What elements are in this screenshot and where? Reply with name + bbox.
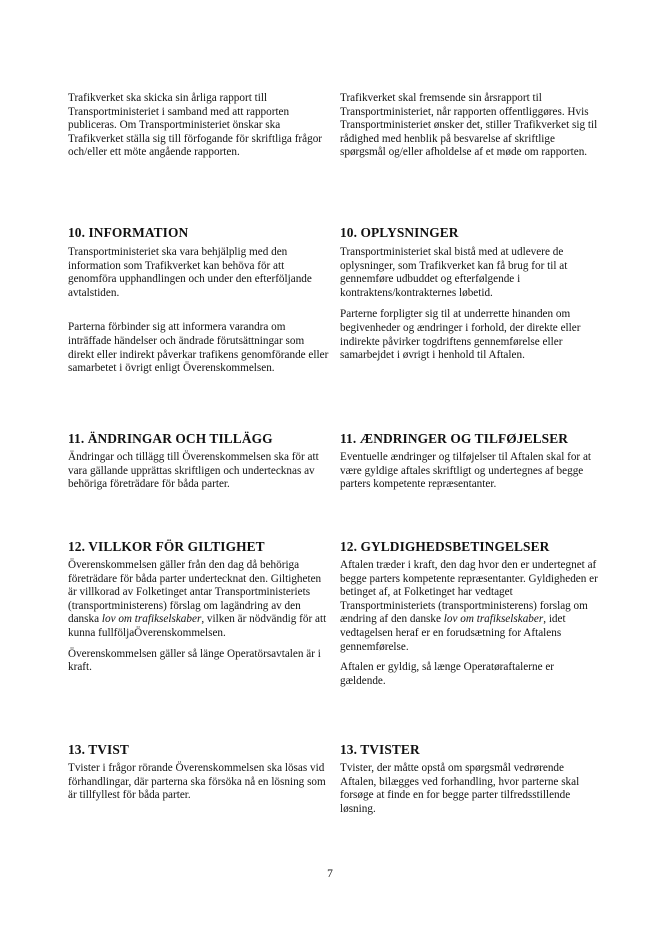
section-paragraph: Tvister i frågor rörande Överenskommelsen ska lösas vid förhandlingar, där parterna ska försöka nå en lösning som är tillfyllest för båda parter. <box>68 762 326 802</box>
intro-paragraph: Trafikverket ska skicka sin årliga rapport till Transportministeriet i samband med att rapporten publiceras. Om Transportministeriet önskar ska Trafikverket ställa sig till förfogande för skriftliga frågor och/eller ett möte angående rapporten. <box>68 92 323 159</box>
intro-block <box>68 92 330 160</box>
section-10-block <box>68 225 330 376</box>
section-11-block <box>340 431 602 492</box>
section-12-block <box>68 539 330 675</box>
section-paragraph: Tvister, der måtte opstå om spørgsmål vedrørende Aftalen, bilægges ved forhandling, hvor parterne skal forsøge at finde en for begge parter tilfredsstillende løsning. <box>340 762 580 815</box>
section-paragraph: Parterne forpligter sig til at underrette hinanden om begivenheder og ændringer i forhold, der direkte eller indirekte påvirker togdriftens gennemførelse eller samarbejdet i øvrigt i henhold til Aftalen. <box>340 308 581 362</box>
section-paragraph: Transportministeriet ska vara behjälplig med den information som Trafikverket kan behöva för att genomföra upphandlingen och under den efterföljande avtalstiden. <box>68 246 312 299</box>
italic-law-title: lov om trafikselskaber <box>443 613 544 626</box>
section-paragraph: Parterna förbinder sig att informera varandra om inträffade händelser och ändrade förutsättningar som direkt eller indirekt påverkar trafikens genomförande eller samarbetet i övrigt enligt Överenskommelsen. <box>68 321 329 375</box>
section-paragraph: Aftalen er gyldig, så længe Operatøraftalerne er gældende. <box>340 661 555 687</box>
section-heading: 10. INFORMATION <box>68 225 189 240</box>
intro-block <box>340 92 602 160</box>
section-heading: 13. TVIST <box>68 742 129 757</box>
text-run: Överenskommelsen gäller från den dag då behöriga företrädare för båda parter undertecknat den. Giltigheten är villkorad av Folketinget antar Transportministeriets (transportministerens) förslag om lagändring av den danska <box>68 559 322 626</box>
text-run: Aftalen træder i kraft, den dag hvor den er undertegnet af begge parters kompetente repræsentanter. Gyldigheden er betinget af, at Folketinget har vedtaget Transportministeriets (transportministerens) forslag om ændring af den danske <box>340 559 598 626</box>
section-13-block <box>340 742 602 816</box>
section-paragraph: Transportministeriet skal bistå med at udlevere de oplysninger, som Trafikverket kan få brug for til at gennemføre udbuddet og efterfølgende i kontraktens/kontrakternes løbetid. <box>340 246 568 299</box>
section-heading: 12. GYLDIGHEDSBETINGELSER <box>340 539 550 554</box>
section-11-block <box>68 431 330 492</box>
section-paragraph <box>340 559 602 654</box>
section-13-block <box>68 742 330 803</box>
section-paragraph: Överenskommelsen gäller så länge Operatörsavtalen är i kraft. <box>68 647 321 674</box>
section-heading: 10. OPLYSNINGER <box>340 225 459 240</box>
section-heading: 11. ÄNDRINGAR OCH TILLÄGG <box>68 431 273 446</box>
section-heading: 11. ÆNDRINGER OG TILFØJELSER <box>340 431 569 446</box>
section-10-block <box>340 225 602 363</box>
italic-law-title: lov om trafikselskaber <box>101 613 202 626</box>
section-paragraph <box>68 559 330 641</box>
section-paragraph: Eventuelle ændringer og tilføjelser til Aftalen skal for at være gyldige aftales skriftligt og undertegnes af begge parters kompetente repræsentanter. <box>340 451 592 491</box>
section-heading: 13. TVISTER <box>340 742 420 757</box>
text-run: , vilken är nödvändig för att kunna fullföljaÖverenskommelsen. <box>68 613 327 639</box>
section-heading: 12. VILLKOR FÖR GILTIGHET <box>68 539 265 554</box>
text-run: , idet vedtagelsen heraf er en forudsætning for Aftalens gennemførelse. <box>340 613 566 653</box>
section-paragraph: Ändringar och tillägg till Överenskommelsen ska för att vara gällande upprättas skriftligen och undertecknas av behöriga företrädare för båda parter. <box>68 451 319 491</box>
page-number: 7 <box>327 868 333 880</box>
section-12-block <box>340 539 602 688</box>
intro-paragraph: Trafikverket skal fremsende sin årsrapport til Transportministeriet, når rapporten offentliggøres. Hvis Transportministeriet ønsker det, stiller Trafikverket sig til rådighed med henblik på besvarelse af skriftlige spørgsmål og/eller afholdelse af et møde om rapporten. <box>340 92 598 159</box>
